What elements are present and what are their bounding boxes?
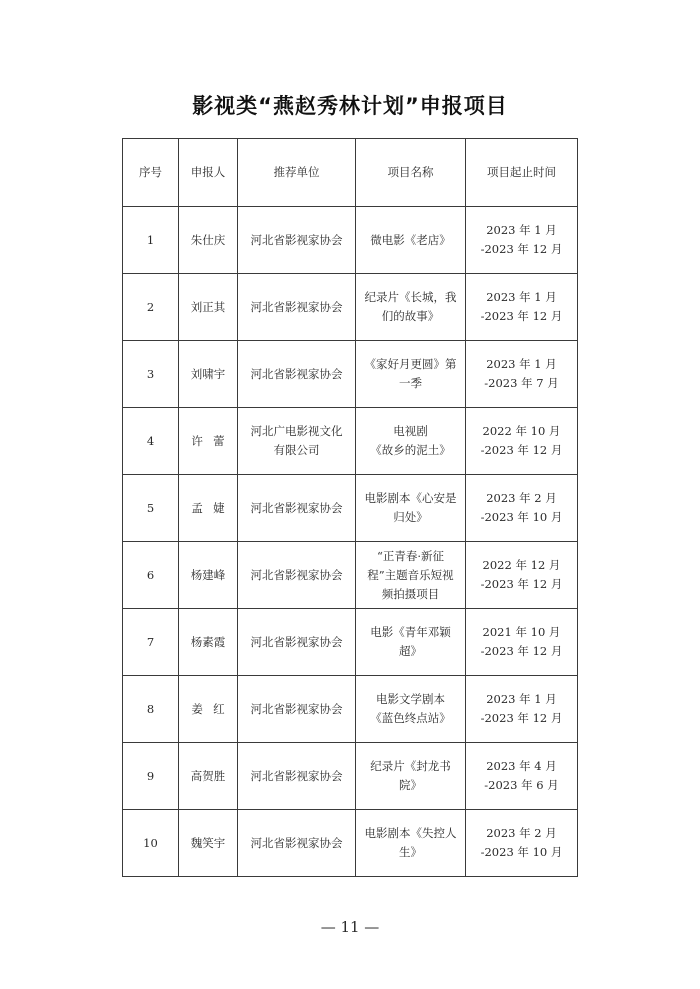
row-period <box>466 609 578 676</box>
row-period <box>466 408 578 475</box>
row-unit-text: 河北省影视家协会 <box>250 835 343 850</box>
row-period-text: 2022 年 12 月 -2023 年 12 月 <box>480 558 563 591</box>
row-project-text: 电影剧本《心安是 归处》 <box>364 491 457 524</box>
row-applicant <box>179 810 238 877</box>
row-project <box>356 274 466 341</box>
row-unit-text: 河北省影视家协会 <box>250 567 343 582</box>
row-unit <box>238 341 356 408</box>
row-unit <box>238 676 356 743</box>
row-period-text: 2023 年 1 月 -2023 年 12 月 <box>480 692 563 725</box>
row-period <box>466 475 578 542</box>
row-project-text: 电视剧 《故乡的泥土》 <box>370 424 451 457</box>
row-no <box>123 542 179 609</box>
row-project-text: 电影文学剧本 《蓝色终点站》 <box>370 692 451 725</box>
row-period-text: 2023 年 2 月 -2023 年 10 月 <box>480 826 563 859</box>
row-no <box>123 274 179 341</box>
row-no <box>123 408 179 475</box>
row-period-text: 2023 年 1 月 -2023 年 7 月 <box>484 357 559 390</box>
projects-table <box>122 138 578 877</box>
row-project <box>356 810 466 877</box>
row-period <box>466 743 578 810</box>
row-period <box>466 274 578 341</box>
row-unit <box>238 810 356 877</box>
row-project-text: 电影剧本《失控人 生》 <box>364 826 457 859</box>
table-row <box>123 810 578 877</box>
row-project-text: 电影《青年邓颖 超》 <box>370 625 451 658</box>
row-applicant-text: 刘啸宇 <box>190 366 226 381</box>
row-no-text: 1 <box>146 232 155 247</box>
row-applicant <box>179 609 238 676</box>
header-applicant: 申报人 <box>179 139 238 207</box>
table-row <box>123 408 578 475</box>
row-project <box>356 408 466 475</box>
row-applicant <box>179 274 238 341</box>
row-project-text: 微电影《老店》 <box>370 232 451 247</box>
row-no <box>123 341 179 408</box>
page-title: 影视类“燕赵秀林计划”申报项目 <box>192 94 508 118</box>
table-row <box>123 542 578 609</box>
row-applicant <box>179 475 238 542</box>
row-no <box>123 207 179 274</box>
row-unit <box>238 609 356 676</box>
row-project <box>356 676 466 743</box>
row-no <box>123 475 179 542</box>
row-period <box>466 810 578 877</box>
row-applicant <box>179 676 238 743</box>
row-applicant-text: 孟婕 <box>191 500 236 515</box>
row-unit-text: 河北省影视家协会 <box>250 634 343 649</box>
row-period <box>466 341 578 408</box>
header-no: 序号 <box>123 139 179 207</box>
row-period-text: 2023 年 1 月 -2023 年 12 月 <box>480 223 563 256</box>
row-applicant <box>179 207 238 274</box>
row-no-text: 10 <box>143 835 158 850</box>
row-no-text: 4 <box>146 433 155 448</box>
row-period <box>466 676 578 743</box>
row-applicant-text: 杨建峰 <box>190 567 226 582</box>
row-unit-text: 河北省影视家协会 <box>250 366 343 381</box>
table-header-row <box>123 139 578 207</box>
row-no-text: 9 <box>146 768 155 783</box>
row-period-text: 2023 年 1 月 -2023 年 12 月 <box>480 290 563 323</box>
row-applicant-text: 许蕾 <box>191 433 236 448</box>
row-unit <box>238 207 356 274</box>
row-no-text: 3 <box>146 366 155 381</box>
row-applicant-text: 朱仕庆 <box>190 232 226 247</box>
row-no-text: 2 <box>146 299 155 314</box>
row-applicant <box>179 743 238 810</box>
header-period: 项目起止时间 <box>466 139 578 207</box>
row-project <box>356 609 466 676</box>
table-row <box>123 207 578 274</box>
row-unit-text: 河北省影视家协会 <box>250 299 343 314</box>
header-project: 项目名称 <box>356 139 466 207</box>
row-project-text: “正青春·新征 程”主题音乐短视 频拍摄项目 <box>367 548 454 601</box>
row-period <box>466 542 578 609</box>
row-unit <box>238 475 356 542</box>
header-unit: 推荐单位 <box>238 139 356 207</box>
row-project <box>356 542 466 609</box>
row-no <box>123 743 179 810</box>
row-applicant <box>179 542 238 609</box>
page-number-footer: — 11 — <box>320 918 380 936</box>
row-project-text: 纪录片《长城，我 们的故事》 <box>364 290 457 323</box>
table-row <box>123 341 578 408</box>
row-unit-text: 河北省影视家协会 <box>250 701 343 716</box>
row-period-text: 2023 年 4 月 -2023 年 6 月 <box>484 759 559 792</box>
row-unit-text: 河北省影视家协会 <box>250 500 343 515</box>
row-project <box>356 207 466 274</box>
row-no <box>123 676 179 743</box>
row-period <box>466 207 578 274</box>
table-row <box>123 676 578 743</box>
row-project <box>356 743 466 810</box>
table-row <box>123 475 578 542</box>
row-unit-text: 河北省影视家协会 <box>250 768 343 783</box>
row-no-text: 5 <box>146 500 155 515</box>
row-no-text: 7 <box>146 634 155 649</box>
row-unit <box>238 743 356 810</box>
row-applicant <box>179 341 238 408</box>
row-unit <box>238 274 356 341</box>
row-applicant-text: 杨素霞 <box>190 634 226 649</box>
row-applicant-text: 魏笑宇 <box>190 835 226 850</box>
row-applicant-text: 刘正其 <box>190 299 226 314</box>
row-period-text: 2023 年 2 月 -2023 年 10 月 <box>480 491 563 524</box>
row-applicant-text: 高贺胜 <box>190 768 226 783</box>
row-project-text: 《家好月更圆》第 一季 <box>364 357 457 390</box>
row-period-text: 2021 年 10 月 -2023 年 12 月 <box>480 625 563 658</box>
row-applicant-text: 姜红 <box>191 701 236 716</box>
row-no-text: 6 <box>146 567 155 582</box>
row-unit-text: 河北省影视家协会 <box>250 232 343 247</box>
row-no <box>123 810 179 877</box>
row-unit <box>238 408 356 475</box>
row-project <box>356 341 466 408</box>
row-period-text: 2022 年 10 月 -2023 年 12 月 <box>480 424 563 457</box>
row-project <box>356 475 466 542</box>
row-applicant <box>179 408 238 475</box>
row-unit-text: 河北广电影视文化 有限公司 <box>250 424 343 457</box>
row-project-text: 纪录片《封龙书 院》 <box>370 759 451 792</box>
table-row <box>123 274 578 341</box>
row-no <box>123 609 179 676</box>
table-row <box>123 743 578 810</box>
row-unit <box>238 542 356 609</box>
row-no-text: 8 <box>146 701 155 716</box>
table-row <box>123 609 578 676</box>
table-body <box>123 207 578 877</box>
